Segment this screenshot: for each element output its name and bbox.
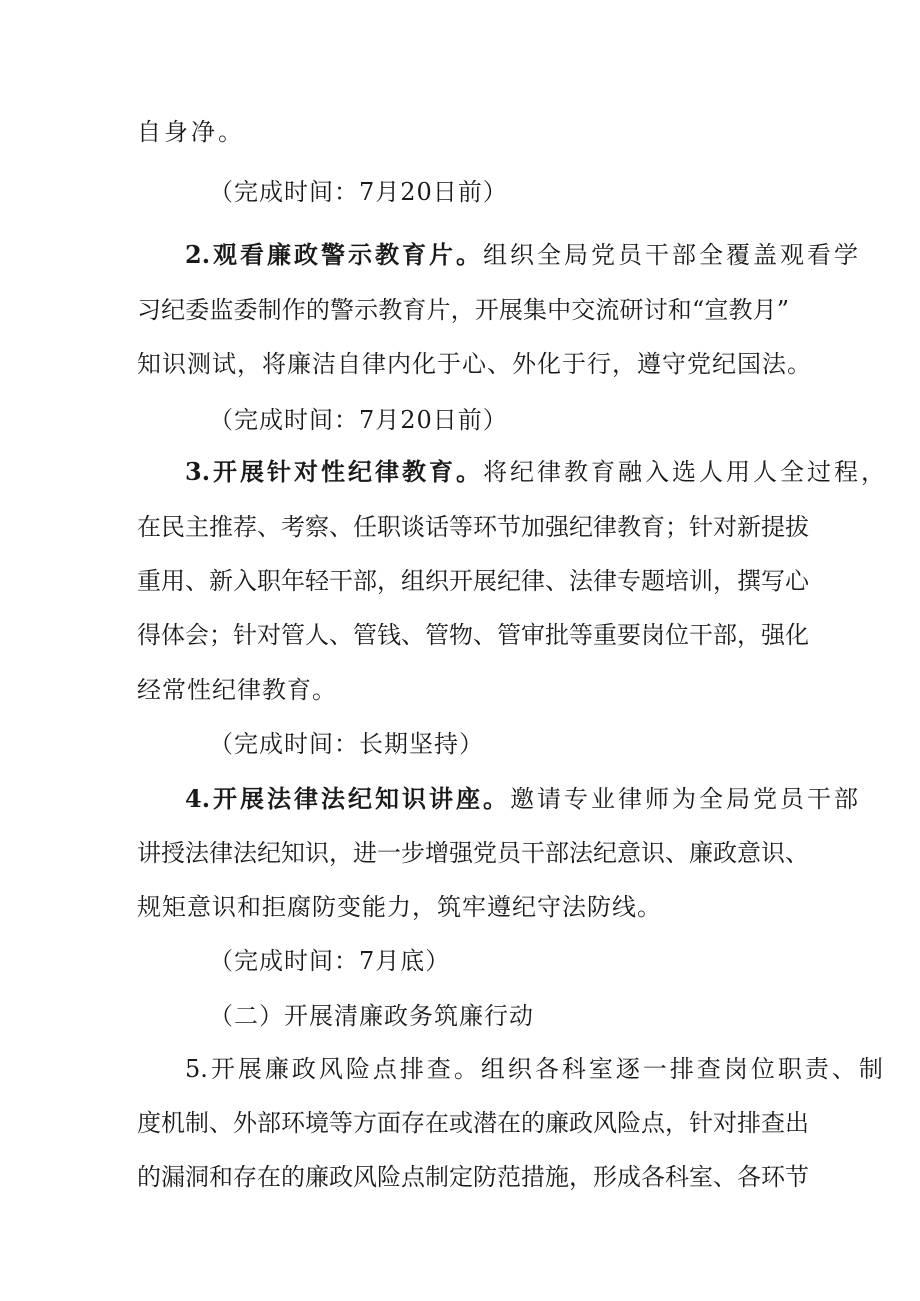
section-heading: （二）开展清廉政务筑廉行动: [209, 1002, 534, 1030]
paragraph-line: 自身净。: [137, 118, 245, 146]
completion-time: （完成时间：7月底）: [209, 947, 451, 975]
item-3-title: .开展针对性纪律教育。: [201, 457, 484, 486]
item-4-line-3: 规矩意识和拒腐防变能力，筑牢遵纪守法防线。: [137, 893, 662, 921]
item-4-line-1: [185, 784, 861, 814]
item-3-line-5: 经常性纪律教育。: [137, 676, 337, 704]
completion-time: （完成时间：7月20日前）: [209, 406, 508, 434]
item-2-line-1: [185, 240, 861, 270]
item-5-line-2: 度机制、外部环境等方面存在或潜在的廉政风险点，针对排查出: [137, 1109, 809, 1137]
item-2-text: 组织全局党员干部全覆盖观看学: [483, 241, 862, 269]
item-3-line-2: 在民主推荐、考察、任职谈话等环节加强纪律教育；针对新提拔: [137, 513, 809, 541]
item-2-number: 2: [185, 240, 202, 269]
item-5-line-1: [185, 1054, 886, 1084]
item-5-number: 5: [185, 1055, 201, 1083]
completion-time: （完成时间：7月20日前）: [209, 178, 508, 206]
item-3-line-4: 得体会；针对管人、管钱、管物、管审批等重要岗位干部，强化: [137, 621, 809, 649]
item-4-title: .开展法律法纪知识讲座。: [201, 784, 511, 813]
item-4-text: 邀请专业律师为全局党员干部: [510, 785, 862, 813]
item-2-line-2: 习纪委监委制作的警示教育片，开展集中交流研讨和“宣教月”: [137, 296, 789, 324]
item-5-text: .开展廉政风险点排查。组织各科室逐一排查岗位职责、制: [200, 1055, 886, 1083]
item-2-line-3: 知识测试，将廉洁自律内化于心、外化于行，遵守党纪国法。: [137, 350, 812, 378]
item-3-text: 将纪律教育融入选人用人全过程，: [483, 458, 889, 486]
item-4-line-2: 讲授法律法纪知识，进一步增强党员干部法纪意识、廉政意识、: [137, 839, 809, 867]
item-3-number: 3: [185, 457, 202, 486]
item-2-title: .观看廉政警示教育片。: [201, 240, 484, 269]
item-3-line-1: [185, 457, 888, 487]
item-3-line-3: 重用、新入职年轻干部，组织开展纪律、法律专题培训，撰写心: [137, 567, 809, 595]
completion-time: （完成时间：长期坚持）: [209, 730, 484, 758]
item-5-line-3: 的漏洞和存在的廉政风险点制定防范措施，形成各科室、各环节: [137, 1163, 809, 1191]
item-4-number: 4: [185, 784, 202, 813]
